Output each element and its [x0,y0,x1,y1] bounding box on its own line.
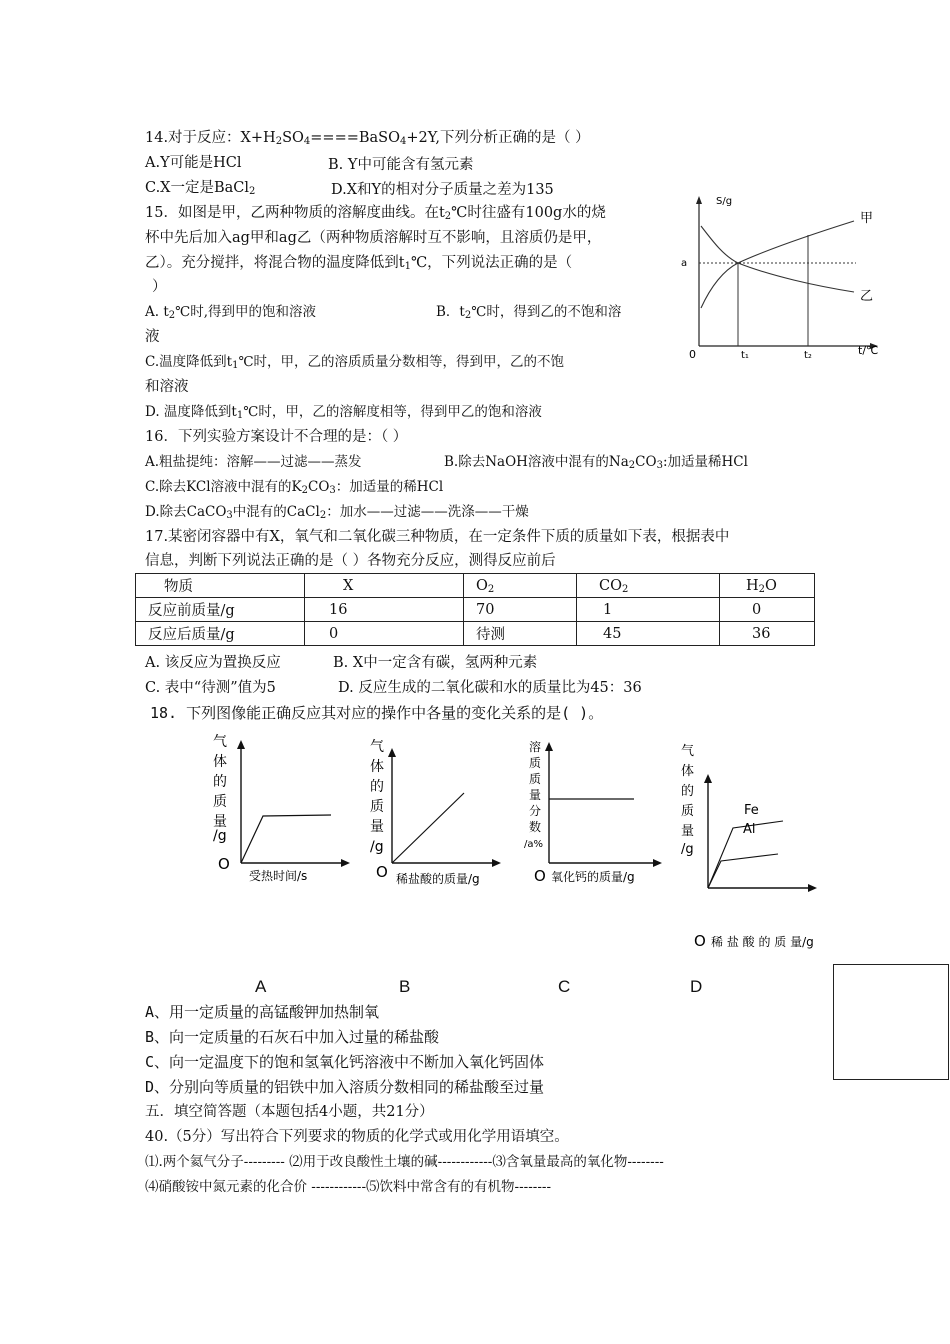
y-axis-arrow [388,748,396,757]
q15-option-c: C.温度降低到$t_1℃$时，甲，乙的溶质质量分数相等，得到甲，乙的不饱 [145,354,565,371]
q15-stem-line1: 15．如图是甲，乙两种物质的溶解度曲线。在$t_2℃$时往盛有100g水的烧 [145,205,606,222]
q18-option-c: C、向一定温度下的饱和氢氧化钙溶液中不断加入氧化钙固体 [145,1053,545,1071]
ylabel-char: /g [213,828,227,844]
ylabel-char: 量 [681,824,695,839]
t2-label: t₂ [804,350,812,361]
table-cell: 待测 [464,622,577,646]
q18-option-a: A、用一定质量的高锰酸钾加热制氧 [145,1003,380,1021]
q16-option-a: A.粗盐提纯：溶解——过滤——蒸发 [145,454,362,470]
table-cell: 70 [464,598,577,622]
q15-option-b: B．$t_2℃$时，得到乙的不饱和溶 [436,304,622,321]
mass-table [135,573,815,646]
header-cell: X [305,574,464,598]
q14-option-c: C.X一定是BaCl$_2$ [145,180,256,197]
q16-option-c: C.除去KCl溶液中混有的$K_2CO_3$：加适量的稀HCl [145,479,444,496]
header-cell: $O_2$ [464,574,577,598]
q15-stem-line2: 杯中先后加入ag甲和ag乙（两种物质溶解时互不影响，且溶质仍是甲， [145,230,602,246]
xlabel: 受热时间/s [249,869,308,883]
ylabel-char: 气 [370,739,384,755]
q17-option-d: D. 反应生成的二氧化碳和水的质量比为45：36 [338,680,642,696]
clip-mask [705,950,835,960]
ylabel-char: 体 [213,754,227,770]
table-row [136,622,815,646]
x-axis-arrow [653,859,662,867]
ylabel-char: 的 [370,779,384,795]
q14-stem: 14.对于反应：$X+H_2SO_4====BaSO_4+2Y$,下列分析正确的是（ ） [145,130,590,147]
q17-option-c: C. 表中“待测”值为5 [145,680,276,696]
q15-option-d: D. 温度降低到$t_1℃$时，甲，乙的溶解度相等，得到甲乙的饱和溶液 [145,404,542,421]
origin-label: O [376,863,388,881]
ylabel-char: 质 [370,799,384,815]
q16-option-b: B.除去NaOH溶液中混有的$Na_2CO_3$:加适量稀HCl [444,454,748,471]
header-cell: $CO_2$ [577,574,720,598]
table-cell: 36 [720,622,815,646]
y-label: S/g [716,196,733,207]
table-cell: 1 [577,598,720,622]
ylabel-char: /g [370,839,384,855]
ylabel-char: 气 [681,744,695,759]
graph-b-ylabel [370,739,384,855]
y-axis-arrow [237,740,245,749]
ylabel-char: 的 [213,774,227,790]
ylabel-char: 数 [529,820,542,834]
q14-option-d: D.X和Y的相对分子质量之差为135 [331,182,554,198]
curve-jia [701,221,854,308]
q17-option-a: A. 该反应为置换反应 [145,655,281,671]
q15-stem-line4: ） [152,279,167,295]
t1-label: t₁ [741,350,749,361]
jia-label: 甲 [860,211,874,226]
table-cell: 0 [720,598,815,622]
ylabel-char: 量 [370,819,384,835]
table-cell: 0 [305,622,464,646]
al-label: Al [743,822,756,837]
ylabel-char: 质 [213,794,227,810]
ylabel-char: 质 [529,756,542,770]
graph-a-ylabel [213,734,227,844]
xlabel: 稀盐酸的质量/g [396,872,480,886]
graph-a [205,730,355,885]
origin-label: 0 [689,348,696,361]
q15-option-b-cont: 液 [145,329,160,345]
ylabel-char: 气 [213,734,227,750]
q18-stem: 18. 下列图像能正确反应其对应的操作中各量的变化关系的是( )。 [150,704,604,722]
answer-box [833,964,949,1080]
curve-yi [701,226,854,292]
q15-option-a: A. $t_2℃$时,得到甲的饱和溶液 [145,304,317,321]
solubility-graph [676,188,906,370]
graph-d-al-line [708,854,778,888]
ylabel-char: 体 [370,759,384,775]
a-label: a [681,258,688,269]
q14-option-a: A.Y可能是HCl [145,155,242,171]
x-label: t/℃ [858,344,879,357]
ylabel-char: /a% [524,839,543,850]
origin-label: O [534,867,546,885]
table-row [136,598,815,622]
q16-option-d: D.除去CaCO$_3$中混有的CaCl$_2$：加水——过滤——洗涤——干燥 [145,504,529,521]
xlabel: 氧化钙的质量/g [551,870,635,884]
yi-label: 乙 [860,289,874,304]
graph-c-ylabel [524,739,543,850]
x-axis-arrow [492,859,501,867]
graph-a-line [241,815,331,863]
origin-label: O [218,855,230,873]
y-axis-arrow [704,774,712,783]
graph-letter-d: D [690,977,703,996]
q17-option-b: B. X中一定含有碳，氢两种元素 [333,655,538,671]
q40-line1: ⑴.两个氦气分子--------- ⑵用于改良酸性土壤的碱------------⑶含氧量最高的氧化物-------- [145,1154,664,1170]
origin-label: O [694,932,706,950]
fe-label: Fe [744,803,759,818]
table-cell: 反应前质量/g [136,598,305,622]
q14-option-b: B. Y中可能含有氢元素 [328,157,474,173]
graph-b-line [392,793,464,863]
ylabel-char: 分 [529,804,542,818]
ylabel-char: 体 [681,764,695,779]
q40-line2: ⑷硝酸铵中氮元素的化合价 ------------⑸饮料中常含有的有机物-------- [145,1179,552,1195]
x-axis-arrow [808,884,817,892]
table-cell: 16 [305,598,464,622]
table-cell: 45 [577,622,720,646]
y-axis-arrow [696,196,702,204]
ylabel-char: 溶 [529,740,542,754]
graph-d [675,735,835,960]
ylabel-char: 的 [681,784,695,799]
graph-letter-c: C [558,977,571,996]
ylabel-char: 质 [529,772,542,786]
x-axis-arrow [341,859,350,867]
graph-letter-a: A [255,977,267,996]
q18-option-d: D、分别向等质量的铝铁中加入溶质分数相同的稀盐酸至过量 [145,1078,545,1096]
graph-b [364,735,509,890]
graph-d-ylabel [681,744,694,857]
table-cell: 反应后质量/g [136,622,305,646]
header-cell: 物质 [136,574,305,598]
q16-stem: 16．下列实验方案设计不合理的是：（ ） [145,429,408,445]
section5-title: 五．填空简答题（本题包括4小题，共21分） [145,1104,434,1120]
table-header-row [136,574,815,598]
q15-option-c-cont: 和溶液 [145,379,189,395]
q18-option-b: B、向一定质量的石灰石中加入过量的稀盐酸 [145,1028,440,1046]
q17-stem-line1: 17.某密闭容器中有X，氧气和二氧化碳三种物质，在一定条件下质的质量如下表，根据表中 [145,529,730,545]
header-cell: $H_2O$ [720,574,815,598]
graph-c [520,735,670,890]
ylabel-char: 质 [681,804,695,819]
q40-stem: 40.（5分）写出符合下列要求的物质的化学式或用化学用语填空。 [145,1129,569,1145]
xlabel: 稀 盐 酸 的 质 量/g [711,935,814,949]
y-axis-arrow [545,742,553,751]
ylabel-char: /g [681,842,694,857]
ylabel-char: 量 [213,814,227,830]
ylabel-char: 量 [529,788,542,802]
q17-stem-line2: 信息，判断下列说法正确的是（ ）各物充分反应，测得反应前后 [145,553,556,569]
graph-letter-b: B [399,977,411,996]
q15-stem-line3: 乙）。充分搅拌，将混合物的温度降低到$t_1℃$，下列说法正确的是（ [145,255,573,272]
